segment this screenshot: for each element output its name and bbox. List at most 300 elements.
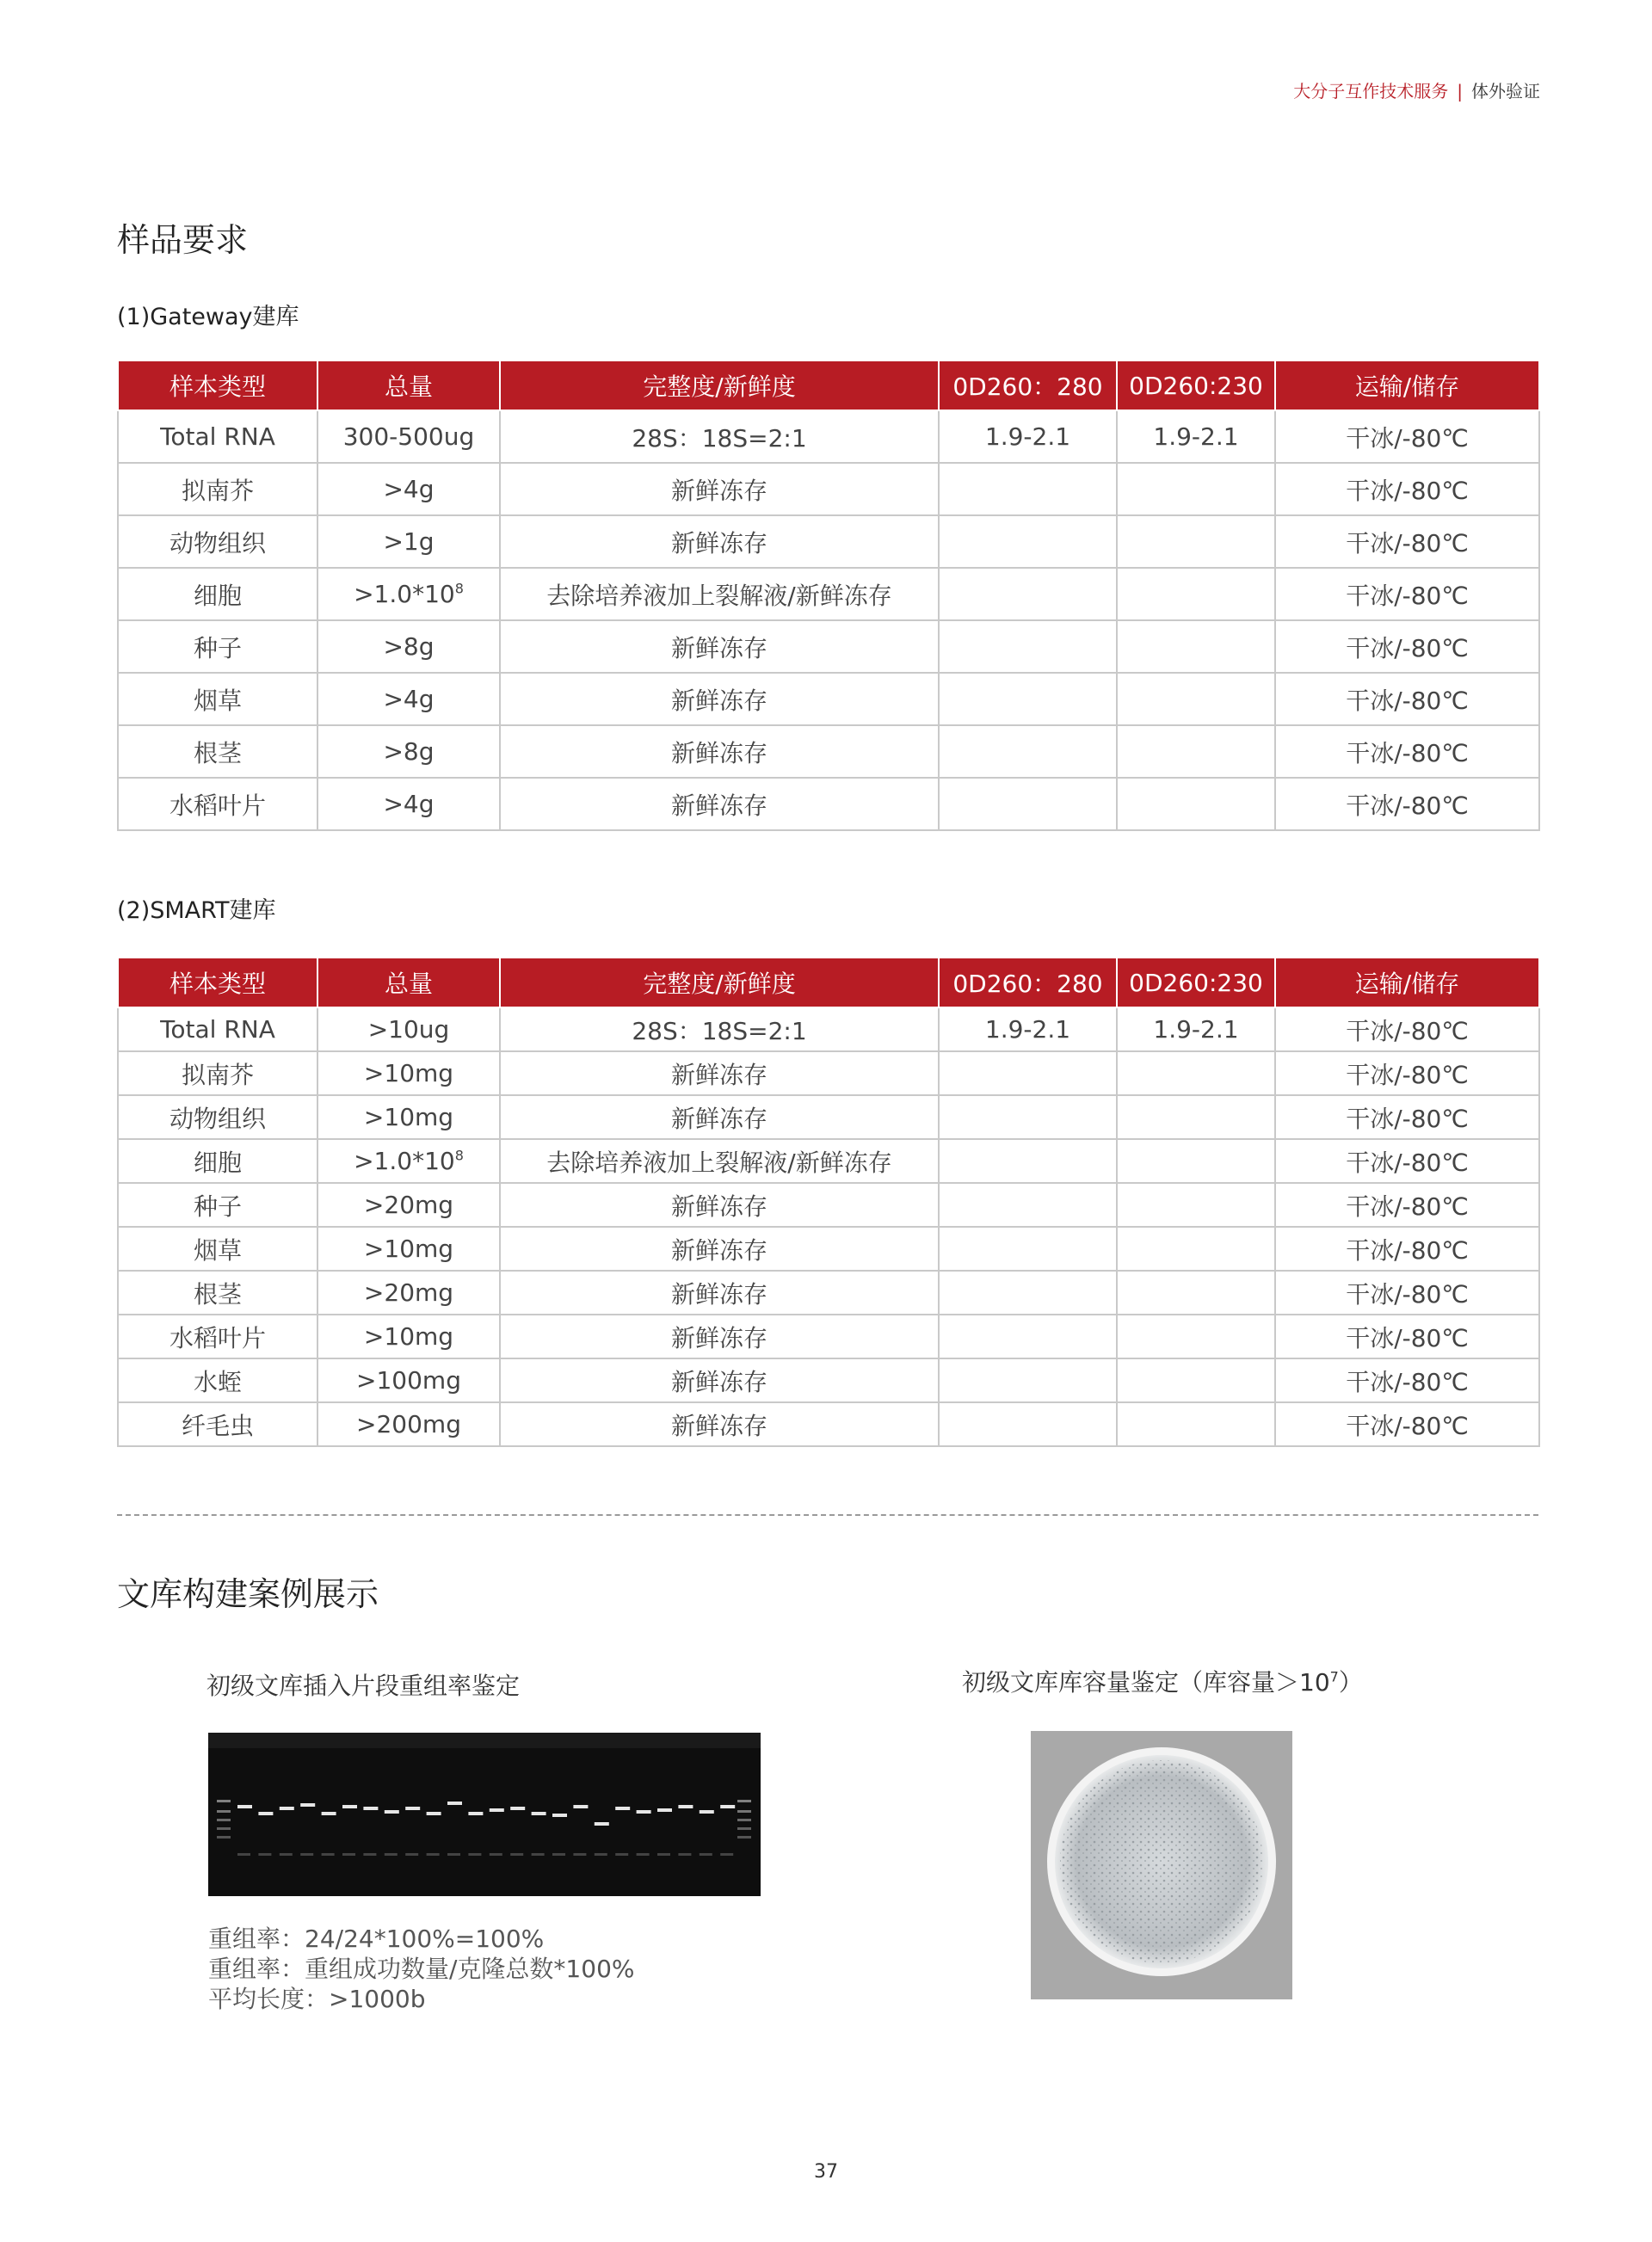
table-cell: [118, 778, 317, 830]
table-cell: [118, 1051, 317, 1095]
table-row: [118, 568, 1539, 620]
cell-text: 水稻叶片: [169, 1323, 266, 1352]
table-cell: [1117, 1315, 1275, 1358]
table-cell: [1117, 620, 1275, 673]
table-cell: [1275, 778, 1539, 830]
cell-text: 干冰/-80℃: [1346, 686, 1469, 715]
table-cell: [1275, 1139, 1539, 1183]
column-header: 0D260：280: [939, 360, 1117, 410]
table-cell: [1117, 1139, 1275, 1183]
table-cell: [118, 463, 317, 515]
cell-text: 拟南芥: [181, 1060, 254, 1089]
gel-lower-band: [532, 1853, 545, 1856]
table-cell: [1117, 410, 1275, 463]
table-cell: [1117, 725, 1275, 778]
table-cell: [317, 1271, 500, 1315]
table-cell: [500, 1051, 939, 1095]
table-header-row: [118, 958, 1539, 1007]
cell-text: 干冰/-80℃: [1346, 1411, 1469, 1440]
cell-text: 新鲜冻存: [670, 686, 767, 715]
table-cell: [317, 778, 500, 830]
table-cell: [118, 568, 317, 620]
cell-text: >1.0*10: [354, 1147, 455, 1175]
table-cell: [317, 1402, 500, 1446]
table-cell: [317, 1227, 500, 1271]
cell-text: 1.9-2.1: [1153, 422, 1239, 451]
table-cell: [118, 620, 317, 673]
gel-lower-band: [385, 1853, 398, 1856]
plate-caption-suffix: ）: [1338, 1668, 1363, 1697]
table-cell: [1275, 725, 1539, 778]
cell-text: >4g: [383, 790, 435, 818]
gel-band: [447, 1802, 462, 1805]
table-cell: [118, 1095, 317, 1139]
table-cell: [1275, 410, 1539, 463]
cell-text: 干冰/-80℃: [1346, 1060, 1469, 1089]
gel-marker-band: [737, 1800, 751, 1802]
cell-exponent: 8: [454, 580, 464, 597]
cell-text: 新鲜冻存: [670, 476, 767, 505]
cell-exponent: 8: [454, 1147, 464, 1164]
table-cell: [939, 410, 1117, 463]
page-number: 37: [814, 2161, 838, 2183]
gel-lower-band: [468, 1853, 481, 1856]
table-cell: [118, 1227, 317, 1271]
cell-text: 干冰/-80℃: [1346, 476, 1469, 505]
cell-text: 新鲜冻存: [670, 1323, 767, 1352]
cell-text: >10mg: [363, 1235, 454, 1263]
cell-text: 水蛭: [193, 1367, 242, 1396]
gel-caption: 初级文库插入片段重组率鉴定: [206, 1672, 521, 1700]
column-header: 0D260:230: [1117, 360, 1275, 410]
table-cell: [1117, 463, 1275, 515]
table-cell: [939, 673, 1117, 725]
table-cell: [1275, 1315, 1539, 1358]
cell-text: 干冰/-80℃: [1346, 423, 1469, 453]
table-cell: [939, 1358, 1117, 1402]
gel-lower-band: [678, 1853, 691, 1856]
table-cell: [939, 778, 1117, 830]
cell-text: 干冰/-80℃: [1346, 1016, 1469, 1045]
cell-text: 新鲜冻存: [670, 1279, 767, 1309]
gel-band: [615, 1807, 630, 1810]
cell-text: >20mg: [363, 1278, 454, 1307]
gel-lower-band: [720, 1853, 733, 1856]
gel-lower-band: [595, 1853, 607, 1856]
table-cell: [317, 673, 500, 725]
table-cell: [1275, 515, 1539, 568]
table-cell: [317, 1315, 500, 1358]
recombination-notes: [208, 1924, 634, 2014]
table-cell: [939, 725, 1117, 778]
plate-caption-exponent: 7: [1329, 1668, 1339, 1685]
table-cell: [939, 1051, 1117, 1095]
gel-marker-band: [217, 1810, 231, 1813]
gel-image-graphic: [208, 1733, 761, 1896]
table-cell: [500, 725, 939, 778]
table-cell: [317, 463, 500, 515]
cell-text: 新鲜冻存: [670, 1235, 767, 1265]
gel-lower-band: [237, 1853, 250, 1856]
cell-text: >100mg: [356, 1366, 461, 1395]
cell-text: 新鲜冻存: [670, 738, 767, 767]
cell-text: 新鲜冻存: [670, 1192, 767, 1221]
table-body: [118, 1007, 1539, 1446]
cell-text: 烟草: [193, 686, 242, 715]
gel-lower-band: [363, 1853, 376, 1856]
gel-band: [258, 1812, 273, 1815]
cell-text: 烟草: [193, 1235, 242, 1265]
table-cell: [1117, 1402, 1275, 1446]
column-header: 样本类型: [118, 958, 317, 1007]
gel-band: [322, 1812, 336, 1815]
table-cell: [939, 1402, 1117, 1446]
gel-band: [532, 1812, 546, 1815]
table-cell: [500, 1139, 939, 1183]
table-row: [118, 1007, 1539, 1051]
table-header-row: [118, 360, 1539, 410]
gel-band: [510, 1807, 525, 1810]
smart-subtitle: (2)SMART建库: [117, 897, 276, 924]
table-cell: [1275, 1402, 1539, 1446]
gel-lower-band: [657, 1853, 670, 1856]
table-row: [118, 1139, 1539, 1183]
cell-text: 细胞: [193, 1148, 242, 1177]
table-row: [118, 1315, 1539, 1358]
gel-band: [552, 1814, 567, 1817]
table-cell: [118, 1402, 317, 1446]
plate-caption: [962, 1664, 1363, 1698]
note-line: 重组率：24/24*100%=100%: [208, 1925, 545, 1953]
gel-band: [363, 1807, 378, 1810]
table-row: [118, 620, 1539, 673]
column-header: 运输/储存: [1275, 360, 1539, 410]
table-row: [118, 778, 1539, 830]
cell-text: >8g: [383, 737, 435, 766]
cell-text: >8g: [383, 632, 435, 661]
section-divider: [117, 1514, 1538, 1516]
gel-band: [720, 1805, 735, 1808]
table-cell: [500, 1227, 939, 1271]
table-cell: [1275, 1271, 1539, 1315]
gel-lower-band: [427, 1853, 440, 1856]
table-cell: [500, 1358, 939, 1402]
table-cell: [1275, 1183, 1539, 1227]
gel-band: [595, 1822, 609, 1826]
gel-marker-band: [217, 1819, 231, 1821]
cell-text: 1.9-2.1: [1153, 1015, 1239, 1044]
table-cell: [1275, 673, 1539, 725]
table-cell: [317, 620, 500, 673]
table-cell: [939, 1227, 1117, 1271]
gel-band: [342, 1805, 357, 1808]
table-cell: [500, 463, 939, 515]
table-cell: [1275, 463, 1539, 515]
petri-dish-graphic: [1031, 1731, 1292, 1999]
table-row: [118, 1051, 1539, 1095]
cell-text: >1.0*10: [354, 580, 455, 608]
cell-text: 纤毛虫: [181, 1411, 254, 1440]
gel-band: [280, 1807, 294, 1810]
table-row: [118, 1271, 1539, 1315]
table-cell: [939, 1007, 1117, 1051]
table-row: [118, 1402, 1539, 1446]
table-cell: [939, 515, 1117, 568]
table-cell: [500, 568, 939, 620]
cell-text: 新鲜冻存: [670, 633, 767, 662]
table-cell: [1117, 568, 1275, 620]
table-cell: [118, 1139, 317, 1183]
cell-text: 干冰/-80℃: [1346, 738, 1469, 767]
gel-lower-band: [280, 1853, 293, 1856]
column-header: 总量: [317, 958, 500, 1007]
table-cell: [1117, 1271, 1275, 1315]
gel-band: [637, 1810, 651, 1814]
cell-text: 1.9-2.1: [984, 1015, 1071, 1044]
table-row: [118, 410, 1539, 463]
column-header: 完整度/新鲜度: [500, 958, 939, 1007]
cell-text: 去除培养液加上裂解液/新鲜冻存: [546, 1148, 892, 1177]
running-header: [1293, 77, 1540, 102]
table-cell: [317, 1095, 500, 1139]
cell-text: 干冰/-80℃: [1346, 1323, 1469, 1352]
cell-text: 细胞: [193, 581, 242, 610]
table-cell: [317, 568, 500, 620]
gel-marker-band: [737, 1810, 751, 1813]
cell-text: 新鲜冻存: [670, 791, 767, 820]
table-row: [118, 463, 1539, 515]
smart-table: [117, 957, 1540, 1447]
table-cell: [1275, 1358, 1539, 1402]
cell-text: 干冰/-80℃: [1346, 581, 1469, 610]
cell-text: 根茎: [193, 1279, 242, 1309]
table-row: [118, 1095, 1539, 1139]
table-cell: [118, 515, 317, 568]
cell-text: >10mg: [363, 1103, 454, 1131]
gel-band: [490, 1808, 504, 1812]
column-header: 0D260:230: [1117, 958, 1275, 1007]
table-cell: [939, 1315, 1117, 1358]
table-cell: [118, 1007, 317, 1051]
table-cell: [1117, 1095, 1275, 1139]
cell-text: 300-500ug: [342, 422, 475, 451]
table-cell: [1275, 620, 1539, 673]
table-cell: [500, 515, 939, 568]
gateway-table: [117, 360, 1540, 831]
gel-band: [237, 1805, 252, 1808]
table-cell: [1117, 1358, 1275, 1402]
gel-lower-band: [700, 1853, 712, 1856]
gel-lower-band: [490, 1853, 502, 1856]
table-cell: [1275, 1095, 1539, 1139]
cell-text: 1.9-2.1: [984, 422, 1071, 451]
plate-caption-text: 初级文库库容量鉴定（库容量＞10: [962, 1668, 1330, 1697]
cell-text: 干冰/-80℃: [1346, 1104, 1469, 1133]
gel-band: [300, 1803, 315, 1807]
cell-text: >20mg: [363, 1191, 454, 1219]
cell-text: 新鲜冻存: [670, 1060, 767, 1089]
table-cell: [500, 673, 939, 725]
table-cell: [939, 1183, 1117, 1227]
table-cell: [317, 725, 500, 778]
table-cell: [939, 1271, 1117, 1315]
gel-band: [385, 1810, 399, 1814]
gel-lower-band: [552, 1853, 565, 1856]
table-cell: [1117, 515, 1275, 568]
gel-marker-band: [217, 1827, 231, 1830]
table-cell: [500, 1271, 939, 1315]
table-cell: [118, 410, 317, 463]
cell-text: Total RNA: [160, 422, 275, 451]
table-row: [118, 1358, 1539, 1402]
gel-lower-band: [447, 1853, 460, 1856]
table-cell: [317, 1183, 500, 1227]
table-cell: [939, 1139, 1117, 1183]
table-cell: [1275, 1051, 1539, 1095]
gel-band: [700, 1810, 714, 1814]
table-cell: [317, 1358, 500, 1402]
gel-marker-band: [737, 1836, 751, 1839]
table-cell: [500, 1183, 939, 1227]
table-cell: [500, 620, 939, 673]
gel-lower-band: [405, 1853, 418, 1856]
cell-text: 干冰/-80℃: [1346, 633, 1469, 662]
table-cell: [1117, 673, 1275, 725]
cell-text: 干冰/-80℃: [1346, 1279, 1469, 1309]
table-row: [118, 1183, 1539, 1227]
table-body: [118, 410, 1539, 830]
cell-text: 新鲜冻存: [670, 1367, 767, 1396]
cell-text: 干冰/-80℃: [1346, 1192, 1469, 1221]
gel-marker-band: [217, 1800, 231, 1802]
cell-text: 干冰/-80℃: [1346, 1148, 1469, 1177]
table-cell: [118, 1183, 317, 1227]
cell-text: >4g: [383, 475, 435, 503]
gel-lower-band: [573, 1853, 586, 1856]
table-cell: [500, 1007, 939, 1051]
cell-text: >10mg: [363, 1322, 454, 1351]
table-row: [118, 1227, 1539, 1271]
cell-text: 拟南芥: [181, 476, 254, 505]
cell-text: 去除培养液加上裂解液/新鲜冻存: [546, 581, 892, 610]
table-cell: [118, 1271, 317, 1315]
header-separator: |: [1457, 81, 1463, 102]
cell-text: 28S：18S=2:1: [632, 1016, 807, 1045]
table-cell: [1275, 1007, 1539, 1051]
cell-text: 种子: [193, 1192, 242, 1221]
cell-text: 新鲜冻存: [670, 1104, 767, 1133]
cell-text: Total RNA: [160, 1015, 275, 1044]
table-cell: [1117, 1227, 1275, 1271]
table-row: [118, 673, 1539, 725]
table-cell: [500, 1315, 939, 1358]
table-cell: [939, 1095, 1117, 1139]
gel-band: [573, 1805, 588, 1808]
cell-text: >10mg: [363, 1059, 454, 1087]
cell-text: 动物组织: [169, 1104, 266, 1133]
table-cell: [118, 725, 317, 778]
table-row: [118, 515, 1539, 568]
table-cell: [500, 410, 939, 463]
table-cell: [939, 620, 1117, 673]
cell-text: 28S：18S=2:1: [632, 423, 807, 453]
cell-text: >4g: [383, 685, 435, 713]
header-section: 体外验证: [1471, 81, 1540, 102]
cell-text: 根茎: [193, 738, 242, 767]
gel-lower-band: [322, 1853, 335, 1856]
cell-text: 干冰/-80℃: [1346, 791, 1469, 820]
table-cell: [1117, 1007, 1275, 1051]
gel-marker-band: [737, 1819, 751, 1821]
gel-band: [405, 1807, 420, 1810]
gel-marker-band: [737, 1827, 751, 1830]
table-cell: [1117, 1051, 1275, 1095]
gel-band: [468, 1812, 483, 1815]
table-cell: [118, 673, 317, 725]
cell-text: >10ug: [367, 1015, 450, 1044]
cell-text: 干冰/-80℃: [1346, 1235, 1469, 1265]
gel-lower-band: [300, 1853, 313, 1856]
table-cell: [118, 1358, 317, 1402]
section-title-sample-requirements: 样品要求: [117, 221, 249, 259]
gel-lower-band: [258, 1853, 271, 1856]
gel-lower-band: [342, 1853, 355, 1856]
column-header: 完整度/新鲜度: [500, 360, 939, 410]
table-cell: [500, 1095, 939, 1139]
gel-electrophoresis-image: [208, 1733, 761, 1896]
cell-text: 水稻叶片: [169, 791, 266, 820]
table-cell: [317, 515, 500, 568]
table-cell: [1275, 1227, 1539, 1271]
cell-text: 干冰/-80℃: [1346, 528, 1469, 557]
table-cell: [1117, 1183, 1275, 1227]
section-title-library-cases: 文库构建案例展示: [117, 1575, 379, 1613]
gel-band: [678, 1805, 693, 1808]
column-header: 样本类型: [118, 360, 317, 410]
table-cell: [317, 1051, 500, 1095]
table-cell: [939, 568, 1117, 620]
table-cell: [939, 463, 1117, 515]
cell-text: 新鲜冻存: [670, 528, 767, 557]
gateway-subtitle: (1)Gateway建库: [117, 304, 299, 330]
table-row: [118, 725, 1539, 778]
table-cell: [500, 778, 939, 830]
table-cell: [1275, 568, 1539, 620]
cell-text: 动物组织: [169, 528, 266, 557]
column-header: 总量: [317, 360, 500, 410]
gel-band: [657, 1808, 672, 1812]
note-line: 重组率：重组成功数量/克隆总数*100%: [208, 1955, 635, 1983]
gel-lower-band: [637, 1853, 650, 1856]
cell-text: 新鲜冻存: [670, 1411, 767, 1440]
cell-text: 干冰/-80℃: [1346, 1367, 1469, 1396]
column-header: 运输/储存: [1275, 958, 1539, 1007]
gel-lower-band: [510, 1853, 523, 1856]
gel-band: [427, 1812, 441, 1815]
table-cell: [317, 1139, 500, 1183]
cell-text: >200mg: [356, 1410, 461, 1438]
table-cell: [500, 1402, 939, 1446]
table-cell: [118, 1315, 317, 1358]
table-cell: [1117, 778, 1275, 830]
cell-text: 种子: [193, 633, 242, 662]
gel-marker-band: [217, 1836, 231, 1839]
column-header: 0D260：280: [939, 958, 1117, 1007]
header-series: 大分子互作技术服务: [1293, 81, 1449, 102]
note-line: 平均长度：>1000b: [208, 1985, 426, 2013]
gel-lower-band: [615, 1853, 628, 1856]
table-cell: [317, 1007, 500, 1051]
